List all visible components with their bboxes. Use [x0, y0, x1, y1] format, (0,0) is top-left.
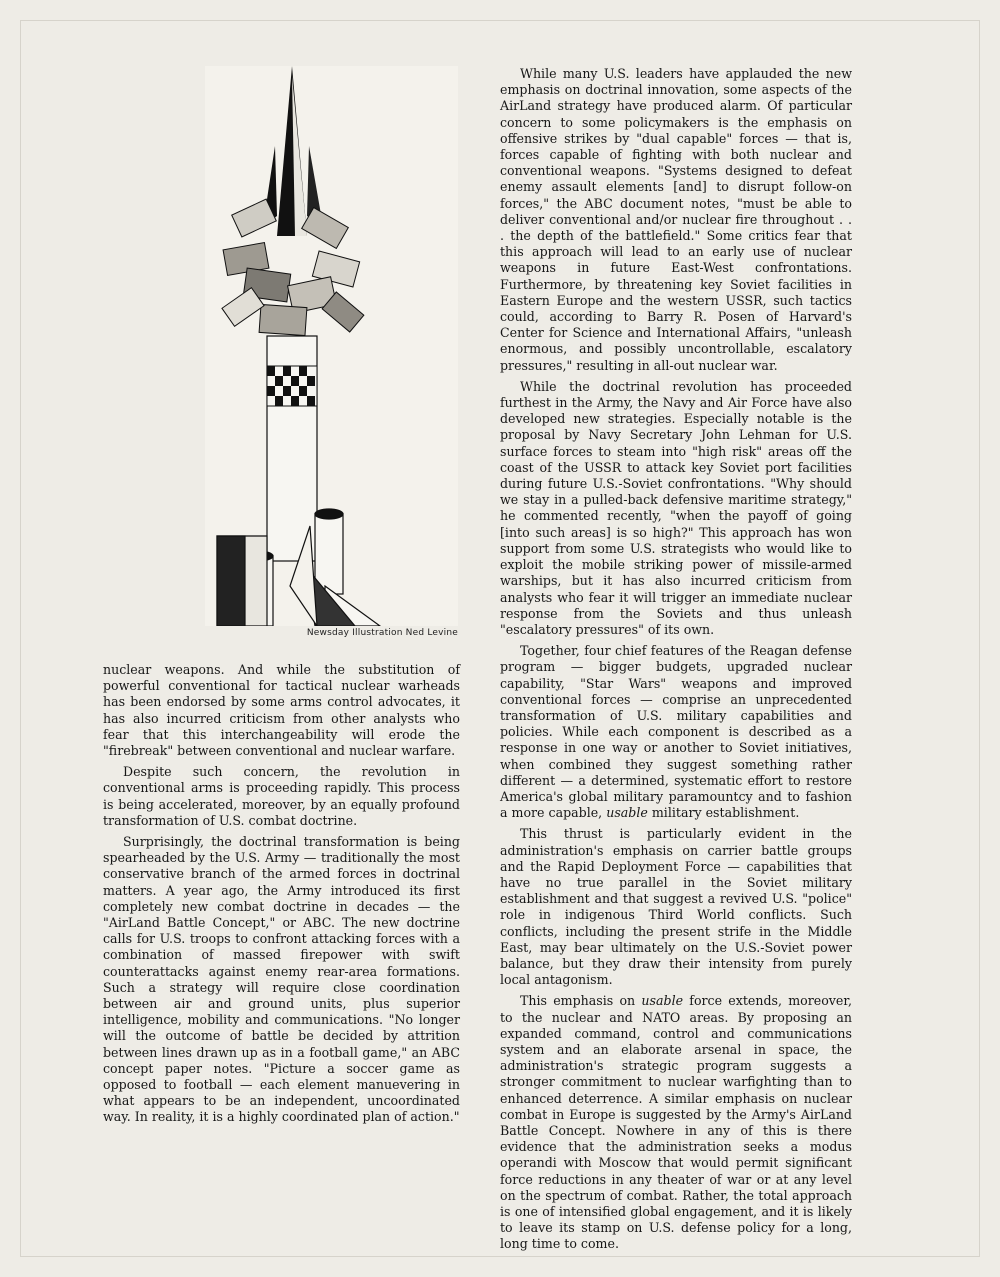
- paragraph: nuclear weapons. And while the substitution of powerful conventional for tactical nuclear warheads has been endorsed by some arms control advocates, it has also incurred criticism from other analysts who fear that this interchangeability will erode the "firebreak" between conventional and nuclear warfare.: [103, 662, 460, 759]
- illustration-caption: Newsday Illustration Ned Levine: [306, 628, 458, 638]
- paragraph: Surprisingly, the doctrinal transformation is being spearheaded by the U.S. Army — traditionally the most conservative branch of the armed forces in doctrinal matters. A year ago, the Army introduced its first completely new combat doctrine in decades — the "AirLand Battle Concept," or ABC. The new doctrine calls for U.S. troops to confront attacking forces with a combination of massed firepower with swift counterattacks against enemy rear-area formations. Such a strategy will require close coordination between air and ground units, plus superior intelligence, mobility and communications. "No longer will the outcome of battle be decided by attrition between lines drawn up as in a football game," an ABC concept paper notes. "Picture a soccer game as opposed to football — each element manuevering in what appears to be an independent, uncoordinated way. In reality, it is a highly coordinated plan of action.": [103, 834, 460, 1125]
- rocket-money-drawing: [205, 66, 458, 626]
- paragraph: While many U.S. leaders have applauded the new emphasis on doctrinal innovation, some aspects of the AirLand strategy have produced alarm. Of particular concern to some policymakers is the emphasis on offensive strikes by "dual capable" forces — that is, forces capable of fighting with both nuclear and conventional weapons. "Systems designed to defeat enemy assault elements [and] to disrupt follow-on forces," the ABC document notes, "must be able to deliver conventional and/or nuclear fire throughout . . . the depth of the battlefield." Some critics fear that this approach will lead to an early use of nuclear weapons in future East-West confrontations. Furthermore, by threatening key Soviet facilities in Eastern Europe and the western USSR, such tactics could, according to Barry R. Posen of Harvard's Center for Science and International Affairs, "unleash enormous, and possibly uncontrollable, escalatory pressures," resulting in all-out nuclear war.: [500, 66, 852, 373]
- paragraph: This thrust is particularly evident in the administration's emphasis on carrier battle groups and the Rapid Deployment Force — capabilities that have no true parallel in the Soviet military establishment and that suggest a revived U.S. "police" role in indigenous Third World conflicts. Such conflicts, including the present strife in the Middle East, may bear ultimately on the U.S.-Soviet power balance, but they draw their intensity from purely local antagonism.: [500, 826, 852, 988]
- text-run: Together, four chief features of the Reagan defense program — bigger budgets, upgraded nuclear capability, "Star Wars" weapons and improved conventional forces — comprise an unprecedented transformation of U.S. military capabilities and policies. While each component is described as a response in one way or another to Soviet initiatives, when combined they suggest something rather different — a determined, systematic effort to restore America's global military paramountcy and to fashion a more capable,: [500, 643, 852, 821]
- emphasis: usable: [641, 993, 684, 1009]
- paragraph: While the doctrinal revolution has proceeded furthest in the Army, the Navy and Air Force have also developed new strategies. Especially notable is the proposal by Navy Secretary John Lehman for U.S. surface forces to steam into "high risk" areas off the coast of the USSR to attack key Soviet port facilities during future U.S.-Soviet confrontations. "Why should we stay in a pulled-back defensive maritime strategy," he commented recently, "when the payoff of going [into such areas] is so high?" This approach has won support from some U.S. strategists who would like to exploit the mobile striking power of missile-armed warships, but it has also incurred criticism from analysts who fear it will trigger an immediate nuclear response from the Soviets and thus unleash "escalatory pressures" of its own.: [500, 378, 852, 637]
- paragraph: Despite such concern, the revolution in conventional arms is proceeding rapidly. This process is being accelerated, moreover, by an equally profound transformation of U.S. combat doctrine.: [103, 764, 460, 828]
- emphasis: usable: [606, 805, 648, 821]
- right-column: [500, 66, 852, 1258]
- text-run: force extends, moreover, to the nuclear and NATO areas. By proposing an expanded command, control and communications system and an elaborate arsenal in space, the administration's strategic program suggests a stronger commitment to nuclear warfighting than to enhanced deterrence. A similar emphasis on nuclear combat in Europe is suggested by the Army's AirLand Battle Concept. Nowhere in any of this is there evidence that the administration seeks a modus operandi with Moscow that would permit significant force reductions in any theater of war or at any level on the spectrum of combat. Rather, the total approach is one of intensified global engagement, and it is likely to leave its stamp on U.S. defense policy for a long, long time to come.: [500, 993, 852, 1252]
- text-run: military establishment.: [651, 805, 800, 821]
- paragraph: [500, 993, 852, 1252]
- text-run: This emphasis on: [520, 993, 636, 1009]
- rocket-illustration: [205, 66, 458, 626]
- paragraph: [500, 643, 852, 821]
- checker-band: [267, 366, 317, 406]
- left-column: [103, 662, 460, 1131]
